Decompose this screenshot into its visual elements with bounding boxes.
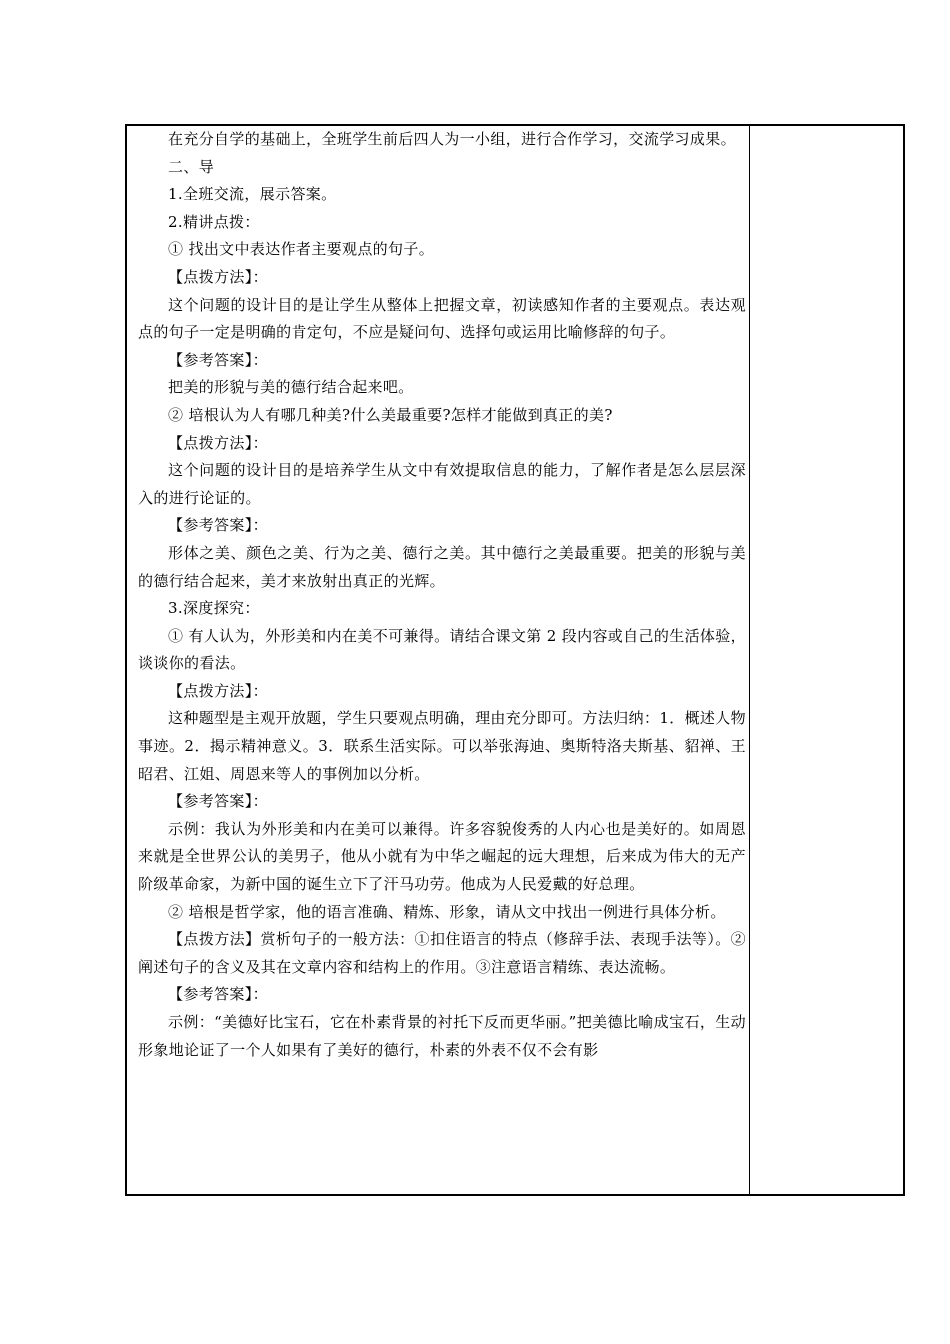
answer-label-3: 【参考答案】： [168, 792, 268, 811]
method-text-4: 【点拨方法】赏析句子的一般方法：①扣住语言的特点（修辞手法、表现手法等）。②阐述句子的含义及其在文章内容和结构上的作用。③注意语言精练、表达流畅。 [138, 930, 746, 976]
method-label-3: 【点拨方法】： [168, 681, 268, 700]
answer-text-4: 示例：“美德好比宝石，它在朴素背景的衬托下反而更华丽。”把美德比喻成宝石，生动形象地论证了一个人如果有了美好的德行，朴素的外表不仅不会有影 [138, 1013, 746, 1059]
question-4: ② 培根是哲学家，他的语言准确、精炼、形象，请从文中找出一例进行具体分析。 [168, 902, 726, 921]
answer-text-2: 形体之美、颜色之美、行为之美、德行之美。其中德行之美最重要。把美的形貌与美的德行结合起来，美才来放射出真正的光辉。 [138, 543, 746, 590]
answer-text-3: 示例：我认为外形美和内在美可以兼得。许多容貌俊秀的人内心也是美好的。如周恩来就是全世界公认的美男子，他从小就有为中华之崛起的远大理想，后来成为伟大的无产阶级革命家，为新中国的诞生立下了汗马功劳。他成为人民爱戴的好总理。 [138, 819, 746, 894]
paragraph-group-study: 在充分自学的基础上，全班学生前后四人为一小组，进行合作学习，交流学习成果。 [168, 130, 736, 148]
lesson-table [125, 124, 905, 1196]
method-text-3: 这种题型是主观开放题，学生只要观点明确，理由充分即可。方法归纳：1．概述人物事迹。2．揭示精神意义。3．联系生活实际。可以举张海迪、奥斯特洛夫斯基、貂禅、王昭君、江姐、周恩来等人的事例加以分析。 [138, 709, 746, 783]
question-3: ① 有人认为，外形美和内在美不可兼得。请结合课文第 2 段内容或自己的生活体验，谈谈你的看法。 [138, 626, 746, 673]
method-text-1: 这个问题的设计目的是让学生从整体上把握文章，初读感知作者的主要观点。表达观点的句子一定是明确的肯定句，不应是疑问句、选择句或运用比喻修辞的句子。 [138, 295, 746, 342]
question-1: ① 找出文中表达作者主要观点的句子。 [168, 240, 435, 259]
answer-label-4: 【参考答案】： [168, 985, 268, 1004]
lesson-content-cell [138, 126, 746, 1064]
section-heading-guide: 二、导 [168, 157, 215, 176]
answer-text-1: 把美的形貌与美的德行结合起来吧。 [168, 378, 414, 397]
method-text-2: 这个问题的设计目的是培养学生从文中有效提取信息的能力，了解作者是怎么层层深入的进行论证的。 [138, 461, 746, 507]
method-label-1: 【点拨方法】： [168, 267, 268, 286]
notes-cell [751, 126, 903, 1194]
step-key-points: 2.精讲点拨： [168, 212, 260, 231]
method-label-2: 【点拨方法】： [168, 433, 268, 452]
step-deep-inquiry: 3.深度探究： [168, 599, 260, 618]
answer-label-2: 【参考答案】： [168, 516, 268, 535]
answer-label-1: 【参考答案】： [168, 350, 268, 369]
question-2: ② 培根认为人有哪几种美?什么美最重要?怎样才能做到真正的美? [168, 405, 613, 424]
column-divider [749, 126, 750, 1194]
step-class-exchange: 1.全班交流，展示答案。 [168, 185, 337, 204]
